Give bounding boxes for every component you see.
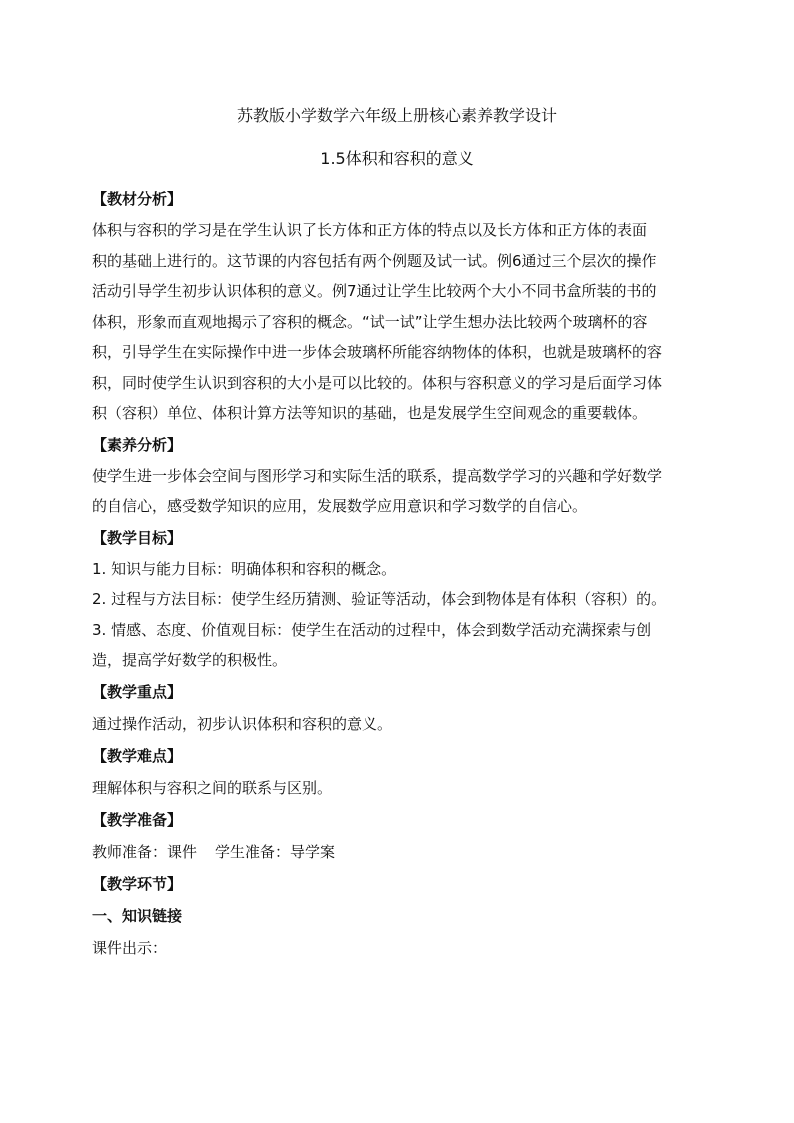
section-heading-procedure: 【教学环节】 bbox=[92, 874, 183, 893]
section-heading-preparation: 【教学准备】 bbox=[92, 810, 183, 829]
teaching-goals-list bbox=[92, 554, 712, 676]
step-heading-knowledge-link: 一、知识链接 bbox=[92, 906, 183, 925]
section-heading-teaching-goals: 【教学目标】 bbox=[92, 528, 183, 547]
student-preparation: 学生准备：导学案 bbox=[215, 842, 336, 861]
paragraph-line: 积，引导学生在实际操作中进一步体会玻璃杯所能容纳物体的体积，也就是玻璃杯的容 bbox=[92, 343, 663, 361]
goal-item: 3. 情感、态度、价值观目标：使学生在活动的过程中，体会到数学活动充满探索与创 bbox=[92, 620, 652, 639]
goal-item: 2. 过程与方法目标：使学生经历猜测、验证等活动，体会到物体是有体积（容积）的。 bbox=[92, 590, 667, 608]
section-heading-literacy-analysis: 【素养分析】 bbox=[92, 435, 183, 454]
textbook-analysis-paragraph bbox=[92, 215, 712, 429]
paragraph-line: 使学生进一步体会空间与图形学习和实际生活的联系，提高数学学习的兴趣和学好数学 bbox=[92, 466, 663, 485]
paragraph-line: 积的基础上进行的。这节课的内容包括有两个例题及试一试。例6通过三个层次的操作 bbox=[92, 251, 657, 270]
document-title: 苏教版小学数学六年级上册核心素养教学设计 bbox=[236, 106, 557, 125]
paragraph-line: 积（容积）单位、体积计算方法等知识的基础，也是发展学生空间观念的重要载体。 bbox=[92, 404, 648, 422]
section-heading-difficulties: 【教学难点】 bbox=[92, 746, 183, 765]
paragraph-line: 体积，形象而直观地揭示了容积的概念。“试一试”让学生想办法比较两个玻璃杯的容 bbox=[92, 312, 648, 331]
preparation-text bbox=[92, 836, 712, 868]
lesson-title: 1.5体积和容积的意义 bbox=[320, 149, 474, 168]
step-text: 课件出示： bbox=[92, 938, 168, 957]
key-points-text: 通过操作活动，初步认识体积和容积的意义。 bbox=[92, 714, 393, 733]
teacher-preparation: 教师准备：课件 bbox=[92, 842, 198, 861]
literacy-analysis-paragraph bbox=[92, 461, 712, 522]
paragraph-line: 的自信心，感受数学知识的应用，发展数学应用意识和学习数学的自信心。 bbox=[92, 497, 588, 515]
section-heading-key-points: 【教学重点】 bbox=[92, 682, 183, 701]
paragraph-line: 体积与容积的学习是在学生认识了长方体和正方体的特点以及长方体和正方体的表面 bbox=[92, 221, 648, 239]
goal-item-continuation: 造，提高学好数学的积极性。 bbox=[92, 651, 288, 669]
difficulties-text: 理解体积与容积之间的联系与区别。 bbox=[92, 778, 333, 797]
document-body bbox=[92, 183, 712, 964]
goal-item: 1. 知识与能力目标：明确体积和容积的概念。 bbox=[92, 559, 397, 578]
paragraph-line: 活动引导学生初步认识体积的意义。例7通过让学生比较两个大小不同书盒所装的书的 bbox=[92, 282, 657, 300]
paragraph-line: 积，同时使学生认识到容积的大小是可以比较的。体积与容积意义的学习是后面学习体 bbox=[92, 373, 663, 392]
section-heading-textbook-analysis: 【教材分析】 bbox=[92, 190, 183, 208]
